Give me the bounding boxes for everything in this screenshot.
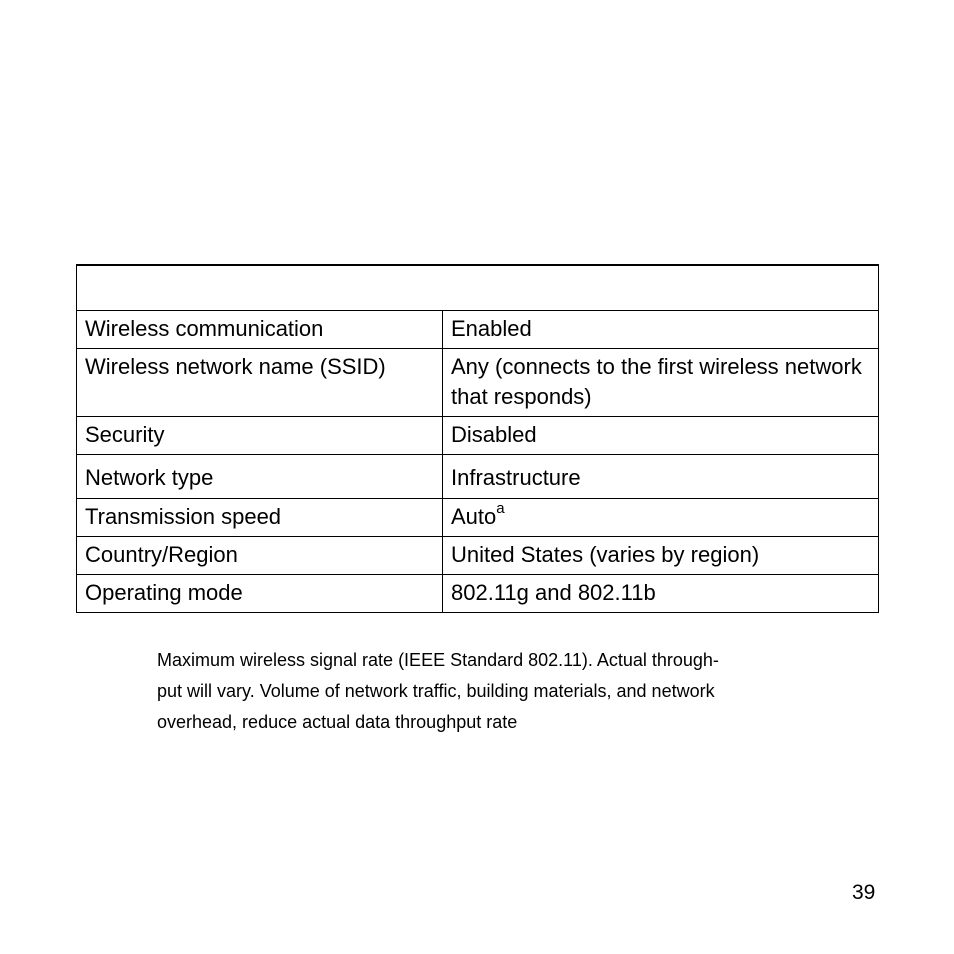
table-row	[77, 455, 879, 499]
wireless-settings-table	[76, 264, 879, 613]
footnote	[157, 645, 847, 738]
table-header	[77, 265, 879, 311]
table-header-row	[77, 265, 879, 311]
setting-value: Infrastructure	[443, 455, 879, 499]
table-row	[77, 499, 879, 537]
setting-name: Wireless network name (SSID)	[77, 349, 443, 417]
table-row	[77, 537, 879, 575]
table-row	[77, 417, 879, 455]
footnote-line: Maximum wireless signal rate (IEEE Standard 802.11). Actual through-	[157, 650, 719, 670]
setting-value-cell	[443, 499, 879, 537]
footnote-line: put will vary. Volume of network traffic, building materials, and network	[157, 681, 715, 701]
setting-value: United States (varies by region)	[443, 537, 879, 575]
setting-value: Disabled	[443, 417, 879, 455]
setting-value: Enabled	[443, 311, 879, 349]
setting-name: Country/Region	[77, 537, 443, 575]
table-row	[77, 575, 879, 613]
setting-name: Operating mode	[77, 575, 443, 613]
footnote-line: overhead, reduce actual data throughput rate	[157, 712, 518, 732]
setting-value: Auto	[451, 504, 497, 529]
page-number: 39	[852, 881, 876, 904]
setting-name: Security	[77, 417, 443, 455]
setting-value: 802.11g and 802.11b	[443, 575, 879, 613]
table-row	[77, 311, 879, 349]
setting-name: Wireless communication	[77, 311, 443, 349]
setting-name: Transmission speed	[77, 499, 443, 537]
setting-name: Network type	[77, 455, 443, 499]
table-row	[77, 349, 879, 417]
setting-value: Any (connects to the first wireless network that responds)	[443, 349, 879, 417]
footnote-marker: a	[496, 499, 505, 517]
